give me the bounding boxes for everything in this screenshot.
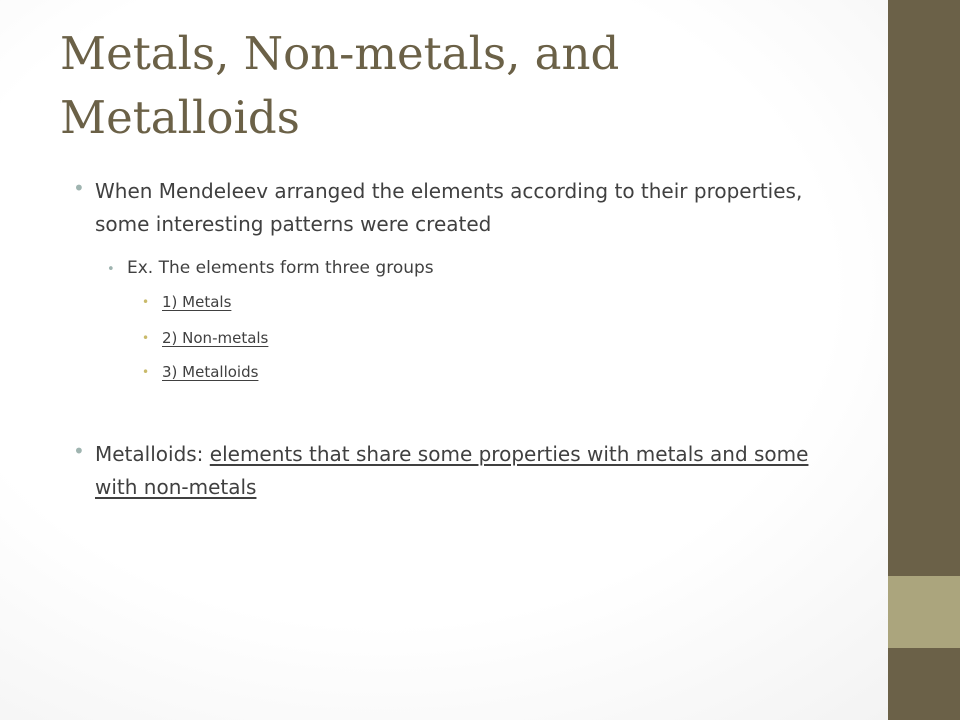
bullet-dot-icon: • <box>142 295 150 309</box>
sidebar-band-top <box>888 0 960 576</box>
sidebar-band-bottom <box>888 648 960 720</box>
bullet-dot-icon: • <box>142 331 150 345</box>
group-non-metals-text: 2) Non-metals <box>162 329 269 347</box>
list-item-group-metalloids <box>142 361 259 383</box>
bullet-mendeleev <box>73 175 855 241</box>
metalloids-definition: elements that share some properties with metals and some with non-metals <box>95 442 809 499</box>
list-item-group-metals <box>142 291 232 313</box>
bullet-dot-icon: • <box>107 262 115 277</box>
bullet-example-text: Ex. The elements form three groups <box>127 258 434 278</box>
group-metalloids-text: 3) Metalloids <box>162 363 259 381</box>
group-metals-text: 1) Metals <box>162 293 232 311</box>
bullet-metalloids <box>73 438 855 504</box>
metalloids-term: Metalloids: <box>95 442 210 466</box>
bullet-mendeleev-text: When Mendeleev arranged the elements according to their properties, some interesting patterns were created <box>95 179 803 236</box>
bullet-dot-icon: • <box>142 365 150 379</box>
bullet-dot-icon: • <box>73 439 85 463</box>
sidebar-band-middle <box>888 576 960 648</box>
list-item-group-non-metals <box>142 327 269 349</box>
slide-title: Metals, Non-metals, and Metalloids <box>60 27 620 144</box>
bullet-example <box>107 256 827 280</box>
bullet-dot-icon: • <box>73 176 85 200</box>
